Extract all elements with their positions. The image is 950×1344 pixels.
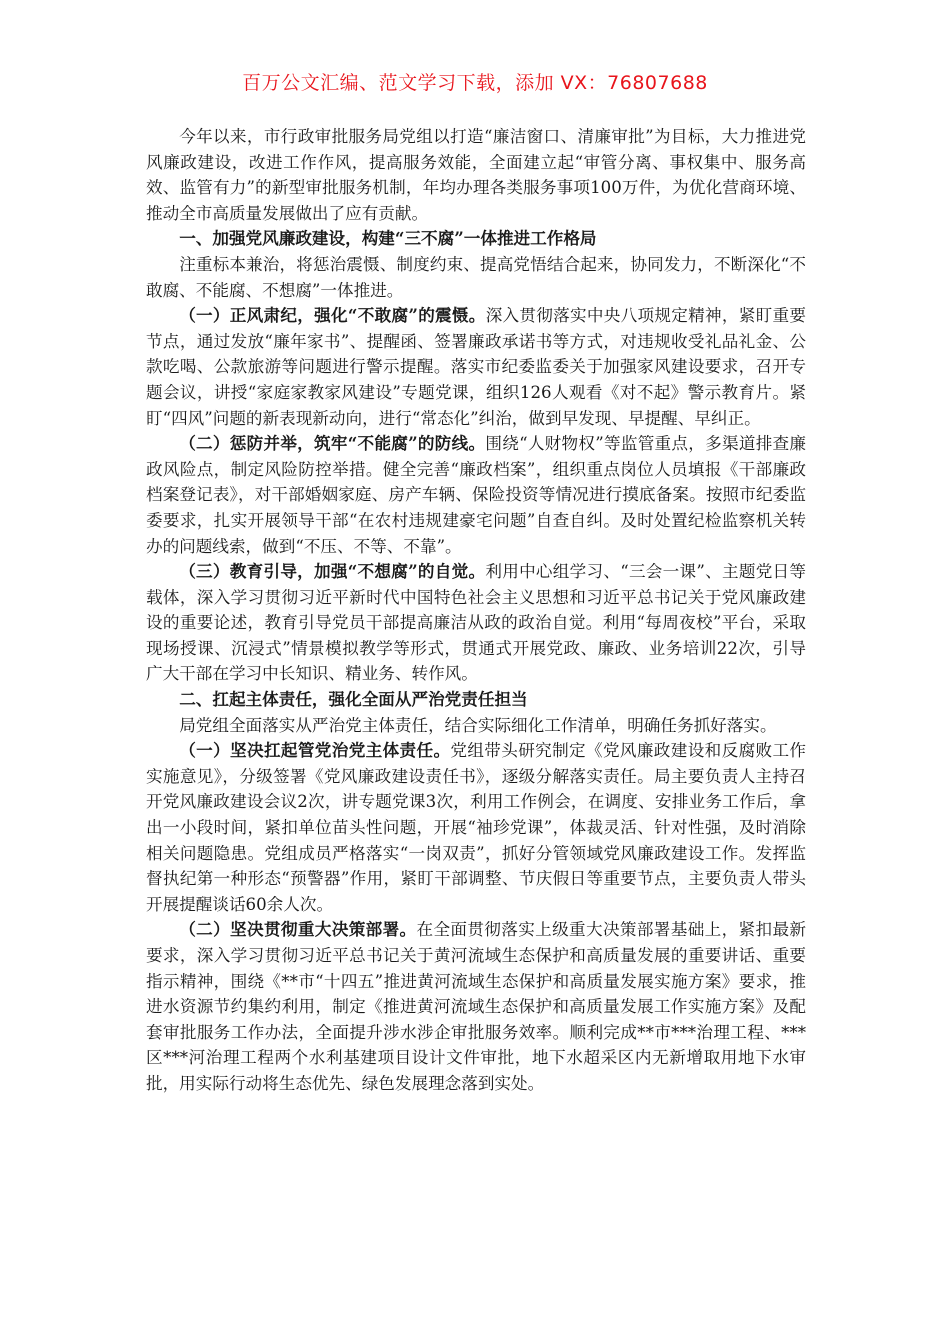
section-1-item-2-body: 围绕“人财物权”等监管重点，多渠道排查廉政风险点，制定风险防控举措。健全完善“廉政档案”，组织重点岗位人员填报《干部廉政档案登记表》，对干部婚姻家庭、房产车辆、保险投资等情况进行摸底备案。按照市纪委监委要求，扎实开展领导干部“在农村违规建豪宅问题”自查自纠。及时处置纪检监察机关转办的问题线索，做到“不压、不等、不靠”。 [146,434,806,556]
section-1-item-3 [146,559,806,687]
section-1-summary: 注重标本兼治，将惩治震慑、制度约束、提高党悟结合起来，协同发力，不断深化“不敢腐、不能腐、不想腐”一体推进。 [146,254,806,300]
promo-header-banner: 百万公文汇编、范文学习下载，添加 VX：76807688 [242,72,708,94]
section-2-item-2-lead: （二）坚决贯彻重大决策部署。 [179,919,417,940]
document-body [146,124,806,1097]
section-1-item-1-body: 深入贯彻落实中央八项规定精神，紧盯重要节点，通过发放“廉年家书”、提醒函、签署廉政承诺书等方式，对违规收受礼品礼金、公款吃喝、公款旅游等问题进行警示提醒。落实市纪委监委关于加强家风建设要求，召开专题会议，讲授“家庭家教家风建设”专题党课，组织126人观看《对不起》警示教育片。紧盯“四风”问题的新表现新动向，进行“常态化”纠治，做到早发现、早提醒、早纠正。 [146,306,806,428]
section-2-item-2 [146,917,806,1096]
section-1-item-1 [146,303,806,431]
section-2-item-1 [146,738,806,917]
section-1-item-3-lead: （三）教育引导，加强“不想腐”的自觉。 [179,561,486,582]
section-1-heading: 一、加强党风廉政建设，构建“三不腐”一体推进工作格局 [179,228,597,249]
section-2-heading: 二、扛起主体责任，强化全面从严治党责任担当 [179,689,528,710]
section-2-item-2-body: 在全面贯彻落实上级重大决策部署基础上，紧扣最新要求，深入学习贯彻习近平总书记关于黄河流域生态保护和高质量发展的重要讲话、重要指示精神，围绕《**市“十四五”推进黄河流域生态保护和高质量发展实施方案》要求，推进水资源节约集约利用，制定《推进黄河流域生态保护和高质量发展工作实施方案》及配套审批服务工作办法，全面提升涉水涉企审批服务效率。顺利完成**市***治理工程、***区***河治理工程两个水利基建项目设计文件审批，地下水超采区内无新增取用地下水审批，用实际行动将生态优先、绿色发展理念落到实处。 [146,920,807,1093]
intro-paragraph: 今年以来，市行政审批服务局党组以打造“廉洁窗口、清廉审批”为目标，大力推进党风廉政建设，改进工作作风，提高服务效能，全面建立起“审管分离、事权集中、服务高效、监管有力”的新型审批服务机制，年均办理各类服务事项100万件，为优化营商环境、推动全市高质量发展做出了应有贡献。 [146,127,806,223]
section-2-summary: 局党组全面落实从严治党主体责任，结合实际细化工作清单，明确任务抓好落实。 [179,715,777,735]
section-2-item-1-body: 党组带头研究制定《党风廉政建设和反腐败工作实施意见》，分级签署《党风廉政建设责任书》，逐级分解落实责任。局主要负责人主持召开党风廉政建设会议2次，讲专题党课3次，利用工作例会，在调度、安排业务工作后，拿出一小段时间，紧扣单位苗头性问题，开展“袖珍党课”，体裁灵活、针对性强，及时消除相关问题隐患。党组成员严格落实“一岗双责”，抓好分管领域党风廉政建设工作。发挥监督执纪第一种形态“预警器”作用，紧盯干部调整、节庆假日等重要节点，主要负责人带头开展提醒谈话60余人次。 [146,741,807,914]
section-1-item-1-lead: （一）正风肃纪，强化“不敢腐”的震慑。 [179,305,486,326]
section-2-item-1-lead: （一）坚决扛起管党治党主体责任。 [179,740,451,761]
section-1-item-2-lead: （二）惩防并举，筑牢“不能腐”的防线。 [179,433,486,454]
section-1-item-3-body: 利用中心组学习、“三会一课”、主题党日等载体，深入学习贯彻习近平新时代中国特色社会主义思想和习近平总书记关于党风廉政建设的重要论述，教育引导党员干部提高廉洁从政的政治自觉。利用“每周夜校”平台，采取现场授课、沉浸式”情景模拟教学等形式，贯通式开展党政、廉政、业务培训22次，引导广大干部在学习中长知识、精业务、转作风。 [146,562,806,684]
section-1-item-2 [146,431,806,559]
